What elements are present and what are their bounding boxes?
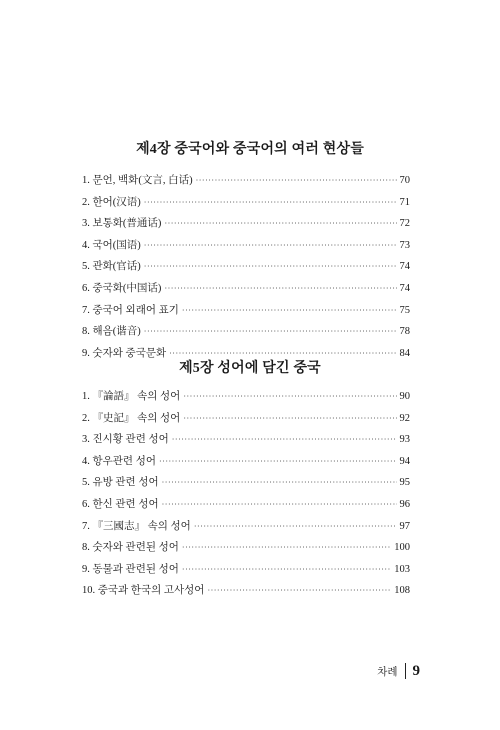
dot-leader (194, 516, 397, 538)
toc-entry-page: 92 (399, 412, 410, 424)
page-number: 9 (412, 662, 420, 679)
dot-leader (159, 451, 397, 473)
toc-entry[interactable] (82, 192, 410, 214)
toc-entry[interactable] (82, 256, 410, 278)
toc-entry-page: 74 (399, 261, 410, 273)
toc-entry-label: 3. 진시황 관련 성어 (82, 434, 169, 446)
toc-entry[interactable] (82, 494, 410, 516)
toc-entry-page: 84 (399, 347, 410, 359)
toc-entry-page: 73 (399, 239, 410, 251)
dot-leader (162, 494, 397, 516)
dot-leader (144, 321, 397, 343)
toc-entry[interactable] (82, 386, 410, 408)
dot-leader (172, 429, 397, 451)
dot-leader (164, 278, 396, 300)
chapter-5-toc (82, 386, 410, 602)
toc-entry-label: 8. 숫자와 관련된 성어 (82, 542, 179, 554)
toc-entry[interactable] (82, 408, 410, 430)
toc-entry-label: 6. 한신 관련 성어 (82, 498, 159, 510)
toc-entry-label: 3. 보통화(普通话) (82, 218, 162, 230)
toc-entry-page: 78 (399, 326, 410, 338)
footer-section-label: 차례 (377, 665, 398, 678)
dot-leader (162, 472, 397, 494)
toc-entry[interactable] (82, 537, 410, 559)
page-footer (377, 662, 420, 680)
dot-leader (196, 170, 397, 192)
toc-entry[interactable] (82, 516, 410, 538)
toc-entry[interactable] (82, 451, 410, 473)
dot-leader (182, 537, 391, 559)
toc-entry-label: 7. 『三國志』 속의 성어 (82, 520, 191, 532)
toc-entry-page: 75 (399, 304, 410, 316)
toc-entry-page: 94 (399, 455, 410, 467)
dot-leader (164, 213, 396, 235)
dot-leader (182, 300, 397, 322)
toc-entry-page: 71 (399, 196, 410, 208)
toc-entry-page: 100 (394, 542, 410, 554)
toc-entry-label: 5. 유방 관련 성어 (82, 477, 159, 489)
toc-entry[interactable] (82, 472, 410, 494)
toc-entry-label: 8. 해음(谐音) (82, 326, 141, 338)
toc-entry-label: 6. 중국화(中国话) (82, 282, 162, 294)
chapter-4-title: 제4장 중국어와 중국어의 여러 현상들 (136, 142, 364, 157)
toc-entry-label: 4. 항우관련 성어 (82, 455, 156, 467)
chapter-5-title: 제5장 성어에 담긴 중국 (179, 361, 321, 376)
toc-entry-label: 7. 중국어 외래어 표기 (82, 304, 179, 316)
toc-entry-label: 5. 관화(官话) (82, 261, 141, 273)
toc-entry-page: 72 (399, 218, 410, 230)
toc-entry-label: 10. 중국과 한국의 고사성어 (82, 585, 205, 597)
toc-entry[interactable] (82, 580, 410, 602)
dot-leader (207, 580, 391, 602)
dot-leader (144, 235, 397, 257)
toc-entry[interactable] (82, 278, 410, 300)
footer-divider (405, 663, 406, 679)
toc-entry[interactable] (82, 429, 410, 451)
toc-entry-page: 70 (399, 175, 410, 186)
toc-entry-page: 96 (399, 498, 410, 510)
toc-entry-page: 103 (394, 563, 410, 575)
toc-entry[interactable] (82, 559, 410, 581)
dot-leader (183, 386, 396, 408)
toc-entry[interactable] (82, 170, 410, 192)
toc-entry-page: 93 (399, 434, 410, 446)
toc-entry[interactable] (82, 321, 410, 343)
dot-leader (182, 559, 391, 581)
toc-entry[interactable] (82, 213, 410, 235)
chapter-4-toc (82, 170, 410, 364)
dot-leader (183, 408, 396, 430)
toc-entry-page: 108 (394, 585, 410, 597)
toc-entry-page: 90 (399, 391, 410, 402)
toc-entry-label: 2. 한어(汉语) (82, 196, 141, 208)
dot-leader (144, 192, 397, 214)
toc-entry-label: 9. 숫자와 중국문화 (82, 347, 167, 359)
toc-entry[interactable] (82, 235, 410, 257)
toc-entry-label: 9. 동물과 관련된 성어 (82, 563, 179, 575)
toc-entry-label: 2. 『史記』 속의 성어 (82, 412, 181, 424)
toc-entry-page: 97 (399, 520, 410, 532)
toc-entry-label: 4. 국어(国语) (82, 239, 141, 251)
toc-entry-page: 95 (399, 477, 410, 489)
toc-entry-label: 1. 『論語』 속의 성어 (82, 391, 181, 402)
toc-entry-label: 1. 문언, 백화(文言, 白话) (82, 175, 193, 186)
toc-entry-page: 74 (399, 282, 410, 294)
dot-leader (144, 256, 397, 278)
toc-entry[interactable] (82, 300, 410, 322)
